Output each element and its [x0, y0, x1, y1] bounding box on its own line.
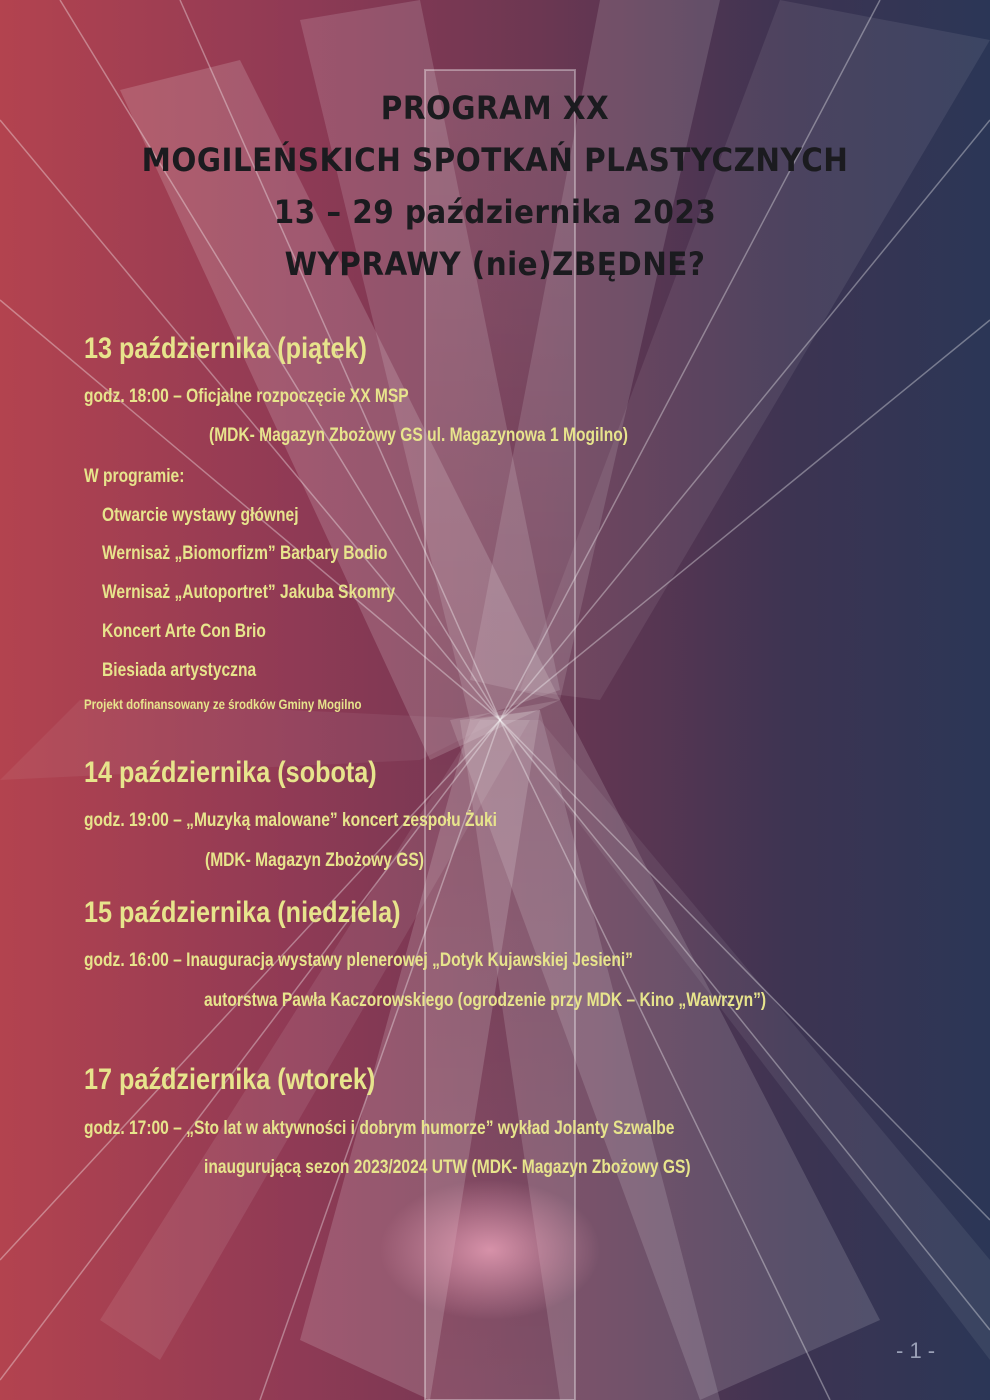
program-item: Koncert Arte Con Brio	[102, 621, 266, 642]
event-time-line: godz. 18:00 – Oficjalne rozpoczęcie XX MSP	[84, 386, 409, 407]
funding-note: Projekt dofinansowany ze środków Gminy Mogilno	[84, 696, 362, 712]
program-item: Wernisaż „Biomorfizm” Barbary Bodio	[102, 543, 388, 564]
program-item: Biesiada artystyczna	[102, 660, 257, 681]
page-number: - 1 -	[896, 1338, 936, 1363]
header-line-theme: WYPRAWY (nie)ZBĘDNE?	[284, 245, 706, 283]
day-title: 14 października (sobota)	[84, 756, 377, 789]
header-line-event-name: MOGILEŃSKICH SPOTKAŃ PLASTYCZNYCH	[141, 141, 849, 179]
day-title: 17 października (wtorek)	[84, 1063, 376, 1096]
day-title: 13 października (piątek)	[84, 332, 367, 365]
event-time-line: godz. 16:00 – Inauguracja wystawy plenerowej „Dotyk Kujawskiej Jesieni”	[84, 950, 633, 971]
header-line-dates: 13 – 29 października 2023	[273, 193, 717, 231]
event-time-line: godz. 17:00 – „Sto lat w aktywności i dobrym humorze” wykład Jolanty Szwalbe	[84, 1118, 675, 1139]
program-header	[0, 82, 990, 290]
program-label: W programie:	[84, 466, 185, 487]
event-location-line: (MDK- Magazyn Zbożowy GS ul. Magazynowa 1 Mogilno)	[209, 425, 628, 446]
program-item: Otwarcie wystawy głównej	[102, 505, 299, 526]
event-location-line: autorstwa Pawła Kaczorowskiego (ogrodzenie przy MDK – Kino „Wawrzyn”)	[204, 990, 767, 1011]
program-item: Wernisaż „Autoportret” Jakuba Skomry	[102, 582, 396, 603]
header-line-program: PROGRAM XX	[380, 89, 610, 127]
event-location-line: (MDK- Magazyn Zbożowy GS)	[205, 850, 424, 871]
event-time-line: godz. 19:00 – „Muzyką malowane” koncert zespołu Żuki	[84, 810, 497, 831]
day-title: 15 października (niedziela)	[84, 896, 401, 929]
event-location-line: inaugurującą sezon 2023/2024 UTW (MDK- Magazyn Zbożowy GS)	[204, 1157, 691, 1178]
